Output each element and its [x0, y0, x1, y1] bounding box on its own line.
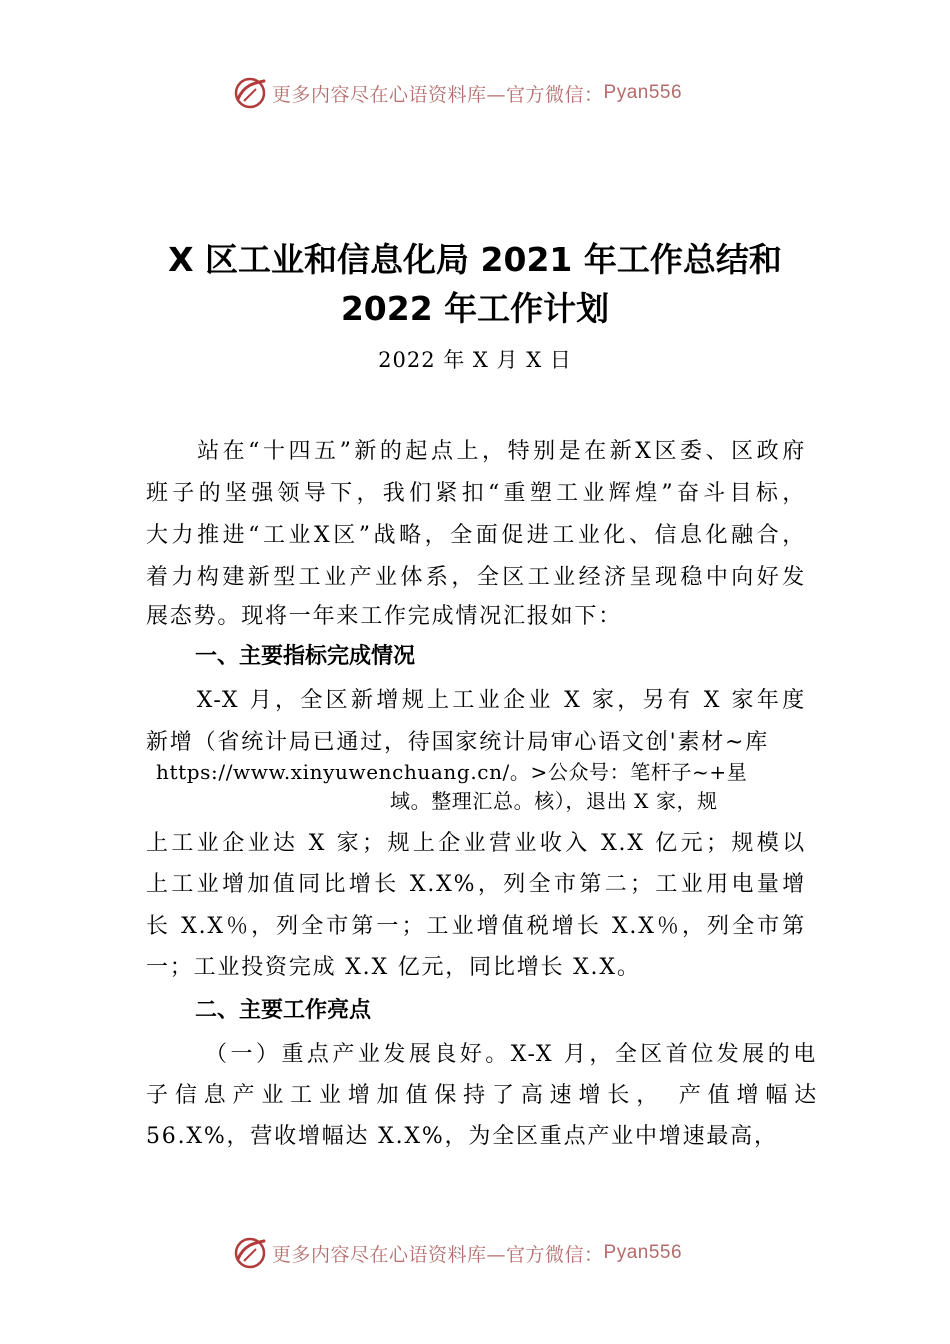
seal-logo-icon: [232, 1235, 268, 1271]
section1-line: 上工业企业达 X 家；规上企业营业收入 X.X 亿元；规模以: [146, 831, 806, 856]
wechat-id: Pyan556: [603, 82, 683, 103]
section1-line: X-X 月，全区新增规上工业企业 X 家，另有 X 家年度: [146, 688, 806, 713]
document-title-line-1: X 区工业和信息化局 2021 年工作总结和: [168, 240, 782, 279]
section-heading-1: 一、主要指标完成情况: [195, 644, 416, 669]
section1-line: 长 X.X％，列全市第一；工业增值税增长 X.X％，列全市第: [146, 914, 806, 939]
section1-line: 上工业增加值同比增长 X.X%，列全市第二；工业用电量增: [146, 872, 806, 897]
section1-line: 一；工业投资完成 X.X 亿元，同比增长 X.X。: [146, 955, 641, 980]
document-date: 2022 年 X 月 X 日: [378, 348, 572, 372]
section2-line: 56.X%，营收增幅达 X.X%，为全区重点产业中增速最高，: [146, 1124, 778, 1149]
section1-url-line-2: 域。整理汇总。核），退出 X 家，规: [390, 789, 718, 813]
intro-line: 班子的坚强领导下，我们紧扣“重塑工业辉煌”奋斗目标，: [146, 481, 806, 506]
section2-line: 子信息产业工业增加值保持了高速增长， 产值增幅达: [146, 1083, 818, 1108]
section1-line: 新增（省统计局已通过，待国家统计局审心语文创'素材~库: [146, 730, 770, 755]
intro-line: 站在“十四五”新的起点上，特别是在新X区委、区政府: [146, 439, 806, 464]
banner-text: 更多内容尽在心语资料库—官方微信：: [272, 1243, 604, 1266]
document-title-line-2: 2022 年工作计划: [340, 289, 610, 328]
section1-url-line: https://www.xinyuwenchuang.cn/。>公众号：笔杆子~+星: [156, 760, 748, 784]
section2-line: （一）重点产业发展良好。X-X 月，全区首位发展的电: [205, 1042, 817, 1067]
footer-banner: [232, 1233, 752, 1273]
banner-text: 更多内容尽在心语资料库—官方微信：: [272, 83, 604, 106]
intro-line: 着力构建新型工业产业体系，全区工业经济呈现稳中向好发: [146, 565, 806, 590]
header-banner: [232, 73, 752, 113]
intro-line: 大力推进“工业X区”战略，全面促进工业化、信息化融合，: [146, 523, 806, 548]
wechat-id: Pyan556: [603, 1242, 683, 1263]
section-heading-2: 二、主要工作亮点: [195, 998, 372, 1023]
seal-logo-icon: [232, 75, 268, 111]
intro-line: 展态势。现将一年来工作完成情况汇报如下：: [146, 604, 623, 629]
